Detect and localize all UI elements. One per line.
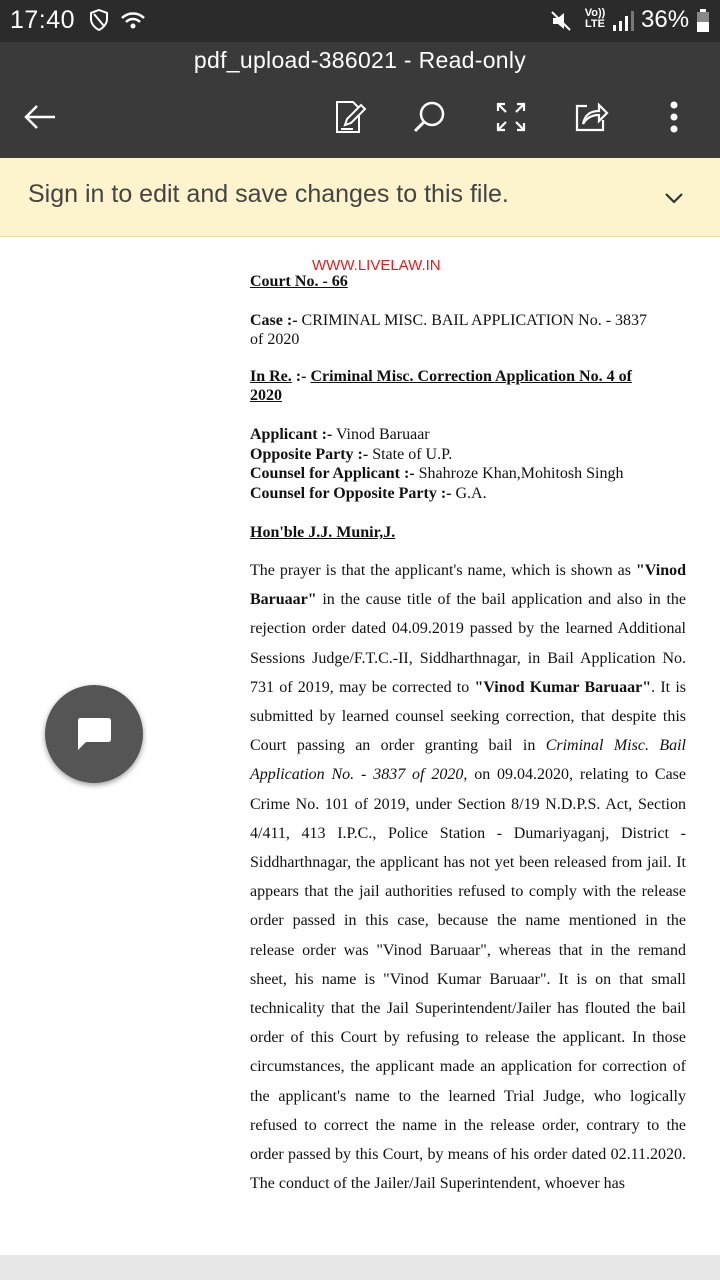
in-re-label: In Re. xyxy=(250,368,292,385)
counsel-opposite-value: G.A. xyxy=(455,485,487,502)
back-button[interactable] xyxy=(15,92,65,142)
order-body xyxy=(250,556,686,1198)
applicant-name-corrected: "Vinod Kumar Baruaar" xyxy=(474,678,652,696)
document-title: pdf_upload-386021 - Read-only xyxy=(193,47,527,73)
opposite-party-line xyxy=(250,446,452,464)
body-part-3: . It is submitted by learned counsel seeking correction, that despite this Court passing an order granting bail in xyxy=(250,678,687,755)
case-line-1 xyxy=(250,312,647,330)
fullscreen-button[interactable] xyxy=(486,92,536,142)
counsel-opposite-line xyxy=(250,485,487,503)
applicant-label: Applicant :- xyxy=(250,426,333,443)
more-icon xyxy=(669,99,679,135)
share-button[interactable] xyxy=(566,92,616,142)
counsel-opposite-label: Counsel for Opposite Party :- xyxy=(250,485,452,502)
in-re-line-2: 2020 xyxy=(250,387,282,404)
wifi-icon xyxy=(120,11,146,35)
status-time: 17:40 xyxy=(10,6,76,34)
sign-in-message[interactable]: Sign in to edit and save changes to this file. xyxy=(28,180,509,208)
back-arrow-icon xyxy=(22,102,58,132)
edit-icon xyxy=(333,99,367,135)
share-icon xyxy=(573,100,609,134)
body-part-2: in the cause title of the bail application and also in the rejection order dated 04.09.2019 passed by the learned Additional Sessions Judge/F.T.C.-II, Siddharthnagar, in Bail Application No. 731 of 2019, may be corrected to xyxy=(250,591,686,696)
search-icon xyxy=(412,99,448,135)
case-value: CRIMINAL MISC. BAIL APPLICATION No. - 3837 xyxy=(301,312,648,329)
court-number: Court No. - 66 xyxy=(250,273,348,290)
body-part-1: The prayer is that the applicant's name, which is shown as xyxy=(250,562,631,579)
status-bar xyxy=(0,0,720,42)
app-bar xyxy=(0,42,720,158)
case-label: Case :- xyxy=(250,312,298,329)
shield-icon xyxy=(88,8,110,36)
volte-indicator xyxy=(582,8,608,30)
counsel-applicant-label: Counsel for Applicant :- xyxy=(250,465,415,482)
watermark: WWW.LIVELAW.IN xyxy=(312,257,441,274)
opposite-party-value: State of U.P. xyxy=(372,446,453,463)
signal-icon xyxy=(612,10,636,36)
mute-icon xyxy=(550,9,572,37)
in-re-line-1 xyxy=(250,368,632,386)
sign-in-banner[interactable] xyxy=(0,158,720,237)
opposite-party-label: Opposite Party :- xyxy=(250,446,369,463)
more-options-button[interactable] xyxy=(649,92,699,142)
in-re-separator: :- xyxy=(295,368,307,385)
in-re-value: Criminal Misc. Correction Application No. 4 of xyxy=(310,368,632,385)
chat-icon xyxy=(74,715,114,753)
applicant-value: Vinod Baruaar xyxy=(335,426,430,443)
counsel-applicant-line xyxy=(250,465,623,483)
volte-label: Vo)) xyxy=(584,7,606,19)
battery-icon xyxy=(696,9,710,37)
search-button[interactable] xyxy=(405,92,455,142)
lte-label: LTE xyxy=(585,18,605,30)
bottom-edge xyxy=(0,1255,720,1280)
fullscreen-icon xyxy=(495,101,527,133)
case-reference: Criminal Misc. Bail Application No. - 3837 of 2020 xyxy=(250,737,686,784)
case-line-2: of 2020 xyxy=(250,331,300,348)
judge-name: Hon'ble J.J. Munir,J. xyxy=(250,524,396,541)
battery-percent: 36% xyxy=(641,6,690,33)
counsel-applicant-value: Shahroze Khan,Mohitosh Singh xyxy=(418,465,624,482)
applicant-line xyxy=(250,426,430,444)
chevron-down-icon[interactable] xyxy=(660,184,688,212)
chat-button[interactable] xyxy=(45,685,143,783)
body-part-4: , on 09.04.2020, relating to Case Crime No. 101 of 2019, under Section 8/19 N.D.P.S. Act, Section 4/411, 413 I.P.C., Police Station - Dumariyaganj, District - Siddharthnagar, the applicant has not yet been released from jail. It appears that the jail authorities refused to comply with the release order passed in this case, because the name mentioned in the release order was "Vinod Baruaar", whereas that in the remand sheet, his name is "Vinod Kumar Baruaar". It is on that small technicality that the Jail Superintendent/Jailer has flouted the bail order of this Court by refusing to release the applicant. In those circumstances, the applicant made an application for correction of the applicant's name to the learned Trial Judge, who logically refused to correct the name in the release order, contrary to the order passed by this Court, by means of his order dated 02.11.2020. The conduct of the Jailer/Jail Superintendent, whoever has xyxy=(250,766,686,1193)
applicant-name-original: "Vinod Baruaar" xyxy=(250,562,687,609)
edit-button[interactable] xyxy=(325,92,375,142)
